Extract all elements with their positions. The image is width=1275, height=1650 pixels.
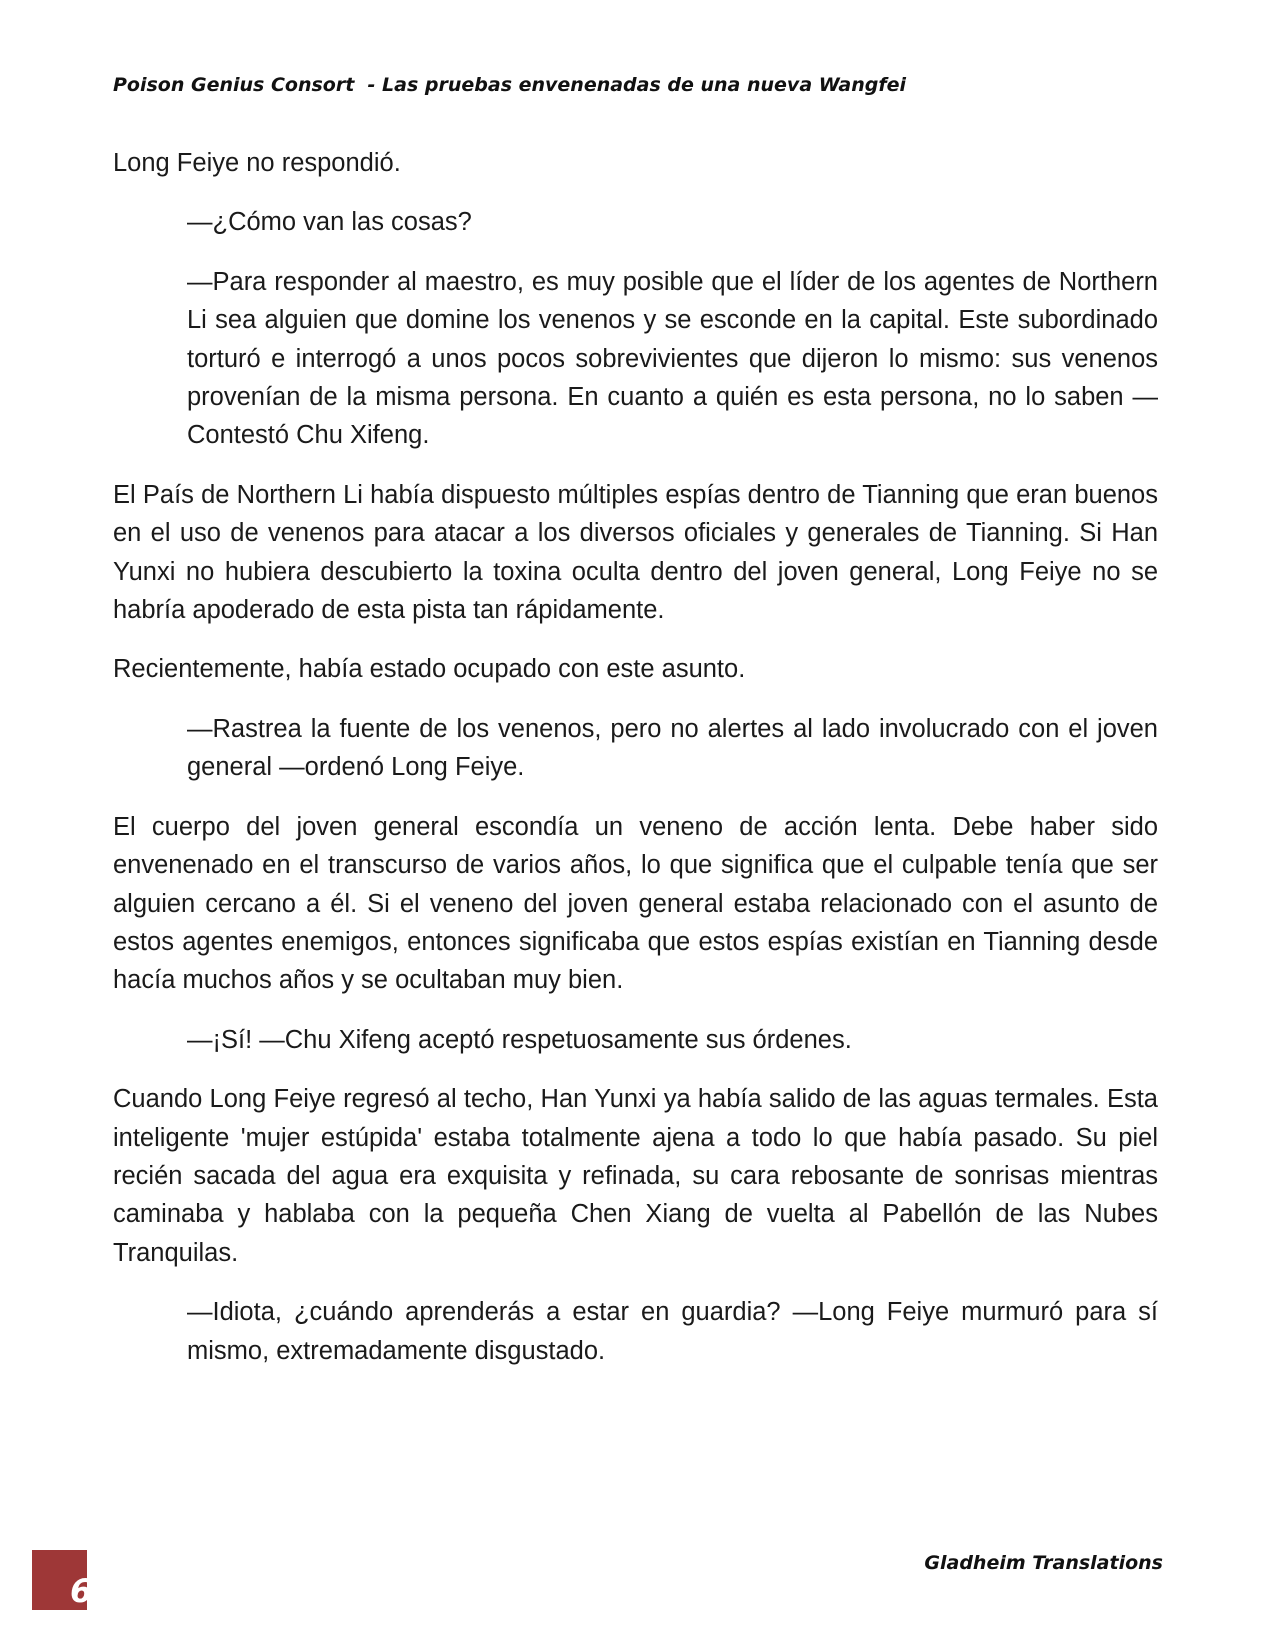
paragraph: El cuerpo del joven general escondía un veneno de acción lenta. Debe haber sido envenenado en el transcurso de varios años, lo que significa que el culpable tenía que ser alguien cercano a él. Si el veneno del joven general estaba relacionado con el asunto de estos agentes enemigos, entonces significaba que estos espías existían en Tianning desde hacía muchos años y se ocultaban muy bien. (113, 812, 1158, 995)
page-number: 6 (70, 1572, 93, 1610)
footer-credit: Gladheim Translations (924, 1552, 1163, 1574)
dialogue-paragraph: —Idiota, ¿cuándo aprenderás a estar en guardia? —Long Feiye murmuró para sí mismo, extremadamente disgustado. (187, 1298, 1158, 1365)
dialogue-paragraph: —¿Cómo van las cosas? (187, 208, 472, 237)
paragraph: Long Feiye no respondió. (113, 149, 401, 177)
paragraph: El País de Northern Li había dispuesto múltiples espías dentro de Tianning que eran buenos en el uso de venenos para atacar a los diversos oficiales y generales de Tianning. Si Han Yunxi no hubiera descubierto la toxina oculta dentro del joven general, Long Feiye no se habría apoderado de esta pista tan rápidamente. (113, 480, 1158, 625)
page-number-underline (32, 1610, 87, 1613)
dialogue-paragraph: —Rastrea la fuente de los venenos, pero no alertes al lado involucrado con el joven general —ordenó Long Feiye. (187, 714, 1158, 782)
paragraph: Recientemente, había estado ocupado con este asunto. (113, 655, 746, 684)
dialogue-paragraph: —Para responder al maestro, es muy posible que el líder de los agentes de Northern Li sea alguien que domine los venenos y se esconde en la capital. Este subordinado torturó e interrogó a unos pocos sobrevivientes que dijeron lo mismo: sus venenos provenían de la misma persona. En cuanto a quién es esta persona, no lo saben —Contestó Chu Xifeng. (187, 267, 1158, 450)
dialogue-paragraph: —¡Sí! —Chu Xifeng aceptó respetuosamente sus órdenes. (187, 1025, 852, 1054)
body-text (113, 144, 1158, 1391)
paragraph: Cuando Long Feiye regresó al techo, Han Yunxi ya había salido de las aguas termales. Esta inteligente 'mujer estúpida' estaba totalmente ajena a todo lo que había pasado. Su piel recién sacada del agua era exquisita y refinada, su cara rebosante de sonrisas mientras caminaba y hablaba con la pequeña Chen Xiang de vuelta al Pabellón de las Nubes Tranquilas. (113, 1085, 1158, 1267)
running-header: Poison Genius Consort - Las pruebas envenenadas de una nueva Wangfei (113, 74, 907, 96)
